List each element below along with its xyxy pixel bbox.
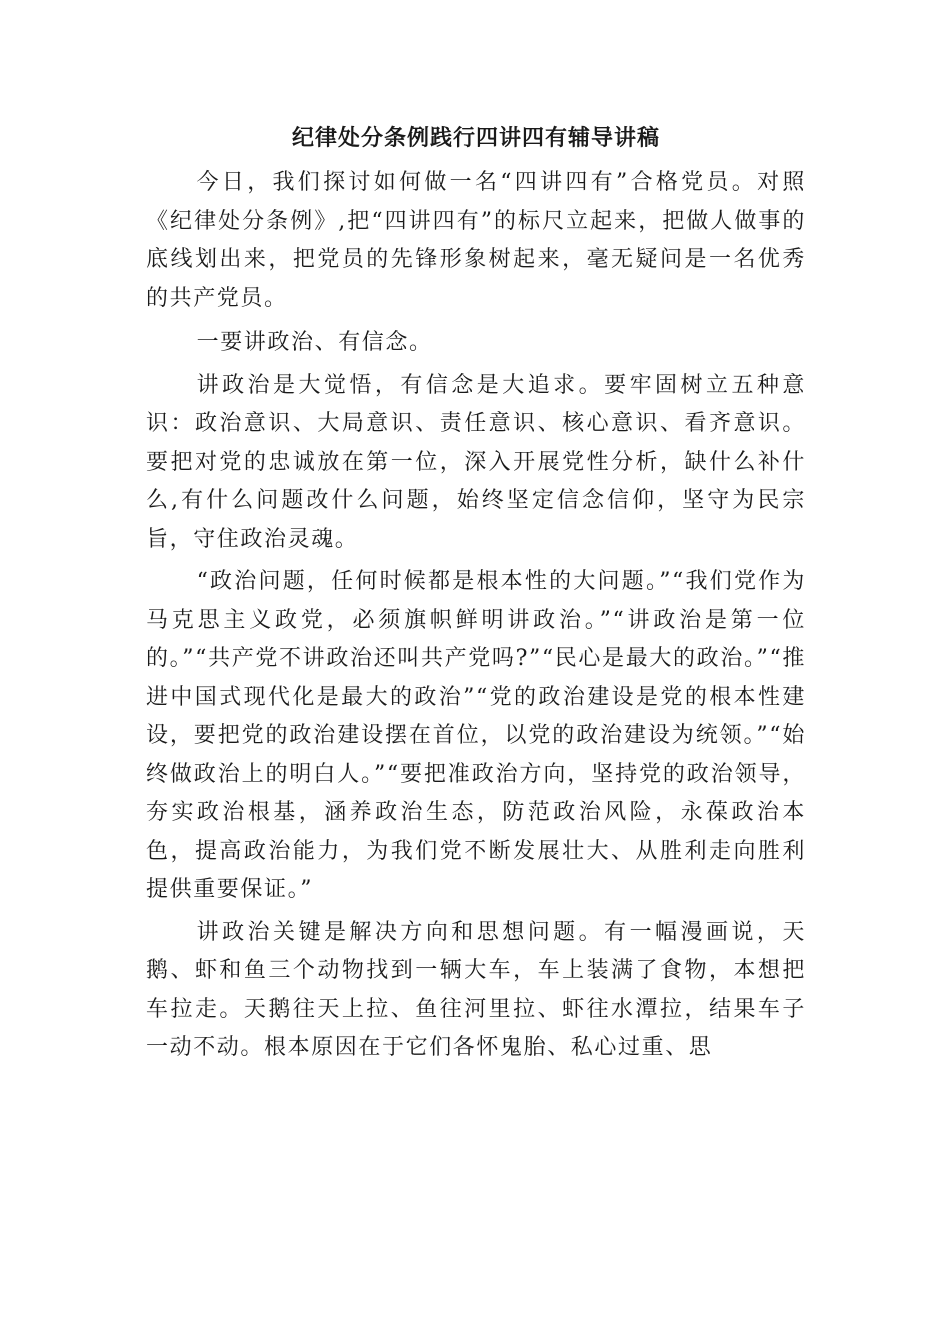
- paragraph-intro: 今日，我们探讨如何做一名“四讲四有”合格党员。对照《纪律处分条例》,把“四讲四有”的标尺立起来，把做人做事的底线划出来，把党员的先锋形象树起来，毫无疑问是一名优秀的共产党员。: [146, 170, 806, 311]
- paragraph-heading-one: 一要讲政治、有信念。: [196, 330, 433, 355]
- paragraph-cartoon: 讲政治关键是解决方向和思想问题。有一幅漫画说，天鹅、虾和鱼三个动物找到一辆大车，车上装满了食物，本想把车拉走。天鹅往天上拉、鱼往河里拉、虾往水潭拉，结果车子一动不动。根本原因在于它们各怀鬼胎、私心过重、思: [146, 919, 806, 1060]
- document-page: [146, 118, 806, 1068]
- document-title: 纪律处分条例践行四讲四有辅导讲稿: [291, 126, 660, 151]
- paragraph-politics-belief: 讲政治是大觉悟，有信念是大追求。要牢固树立五种意识：政治意识、大局意识、责任意识、核心意识、看齐意识。要把对党的忠诚放在第一位，深入开展党性分析，缺什么补什么,有什么问题改什么问题，始终坚定信念信仰，坚守为民宗旨，守住政治灵魂。: [146, 372, 806, 552]
- paragraph-quotes: “政治问题，任何时候都是根本性的大问题。”“我们党作为马克思主义政党，必须旗帜鲜明讲政治。”“讲政治是第一位的。”“共产党不讲政治还叫共产党吗?”“民心是最大的政治。”“推进中国式现代化是最大的政治”“党的政治建设是党的根本性建设，要把党的政治建设摆在首位，以党的政治建设为统领。”“始终做政治上的明白人。”“要把准政治方向，坚持党的政治领导，夯实政治根基，涵养政治生态，防范政治风险，永葆政治本色，提高政治能力，为我们党不断发展壮大、从胜利走向胜利提供重要保证。”: [146, 569, 806, 902]
